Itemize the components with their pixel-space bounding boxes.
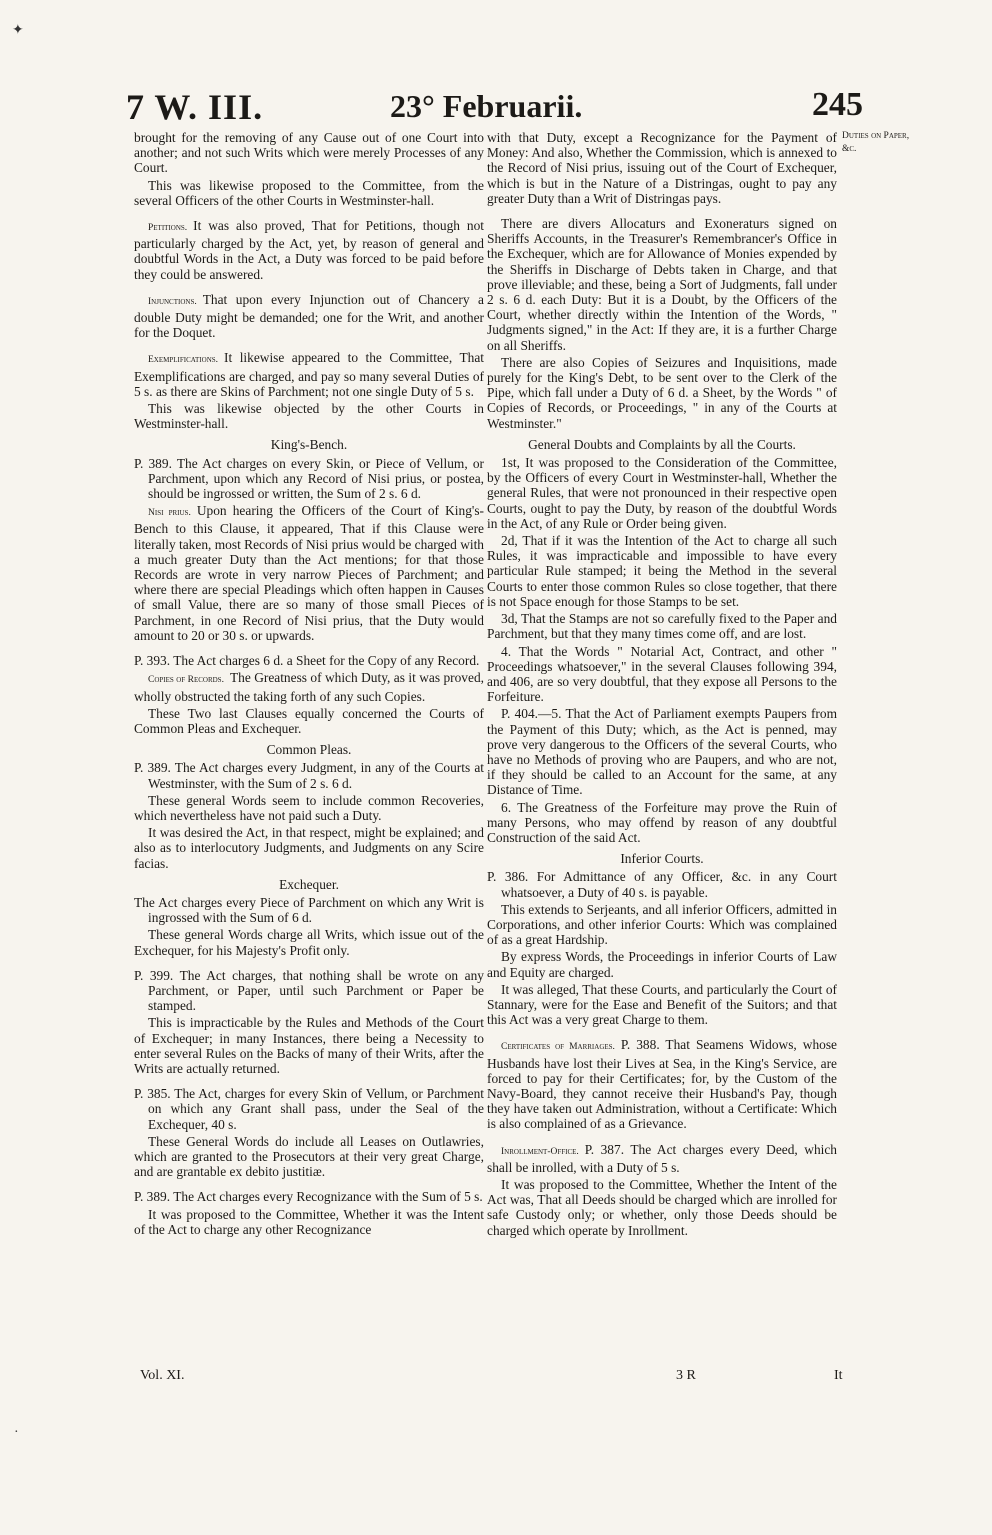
paragraph-text: This is impracticable by the Rules and Methods of the Court of Exchequer; in many Instances, there being a Necessity to enter several Rules on the Backs of many of their Writs, after the Writs are actually returned.	[134, 1015, 484, 1076]
paragraph	[134, 760, 484, 790]
paragraph	[487, 1037, 837, 1131]
paragraph-text: P. 399. The Act charges, that nothing shall be wrote on any Parchment, or Paper, until such Parchment or Paper be stamped.	[134, 967, 484, 1014]
paragraph-text: Common Pleas.	[266, 742, 352, 758]
paragraph	[487, 869, 837, 899]
paragraph	[134, 130, 484, 176]
paragraph-text: P. 389. The Act charges every Recognizance with the Sum of 5 s.	[134, 1189, 483, 1205]
paragraph	[134, 1207, 484, 1237]
marginal-label: Copies of Records.	[148, 675, 224, 686]
paragraph-text: P. 389. The Act charges every Judgment, in any of the Courts at Westminster, with the Sum of 2 s. 6 d.	[134, 760, 484, 791]
paragraph	[134, 292, 484, 341]
catchword: It	[834, 1368, 843, 1383]
paragraph-text: It was also proved, That for Petitions, though not particularly charged by the Act, yet, by reason of general and doubtful Words in the Act, a Duty was forced to be paid before they could be answered.	[134, 218, 484, 282]
paragraph-text: These general Words charge all Writs, which issue out of the Exchequer, for his Majesty's Profit only.	[134, 927, 484, 958]
paragraph	[134, 1086, 484, 1132]
paragraph	[487, 1177, 837, 1238]
paragraph	[134, 895, 484, 925]
paragraph-text: P. 387. The Act charges every Deed, which shall be inrolled, with a Duty of 5 s.	[487, 1141, 837, 1175]
left-column	[134, 130, 484, 1239]
paragraph-text: P. 388. That Seamens Widows, whose Husbands have lost their Lives at Sea, in the King's Service, are forced to pay for their Certificates; for, by the Custom of the Navy-Board, they cannot receive their Husband's Pay, though they have taken out Administration, without a Certificate: Which is also complained of as a Grievance.	[487, 1037, 837, 1132]
paragraph	[134, 793, 484, 823]
paragraph-text: It was alleged, That these Courts, and particularly the Court of Stannary, were for the Ease and Benefit of the Suitors; and that this Act was a very great Charge to them.	[487, 981, 837, 1028]
paragraph-text: There are also Copies of Seizures and Inquisitions, made purely for the King's Debt, to be sent over to the Clerk of the Pipe, which fall under a Duty of 6 d. a Sheet, by the Words " of Copies of Records, or Proceedings, " in any of the Courts at Westminster."	[487, 354, 837, 431]
paragraph-text: By express Words, the Proceedings in inferior Courts of Law and Equity are charged.	[487, 949, 837, 980]
paragraph-text: P. 393. The Act charges 6 d. a Sheet for the Copy of any Record.	[134, 653, 480, 669]
paragraph	[487, 1142, 837, 1175]
paragraph-text: These general Words seem to include common Recoveries, which nevertheless have not paid such a Duty.	[134, 792, 484, 823]
section-heading	[134, 877, 484, 892]
paragraph-text: P. 404.—5. That the Act of Parliament exempts Paupers from the Payment of this Duty; which, as the Act is penned, may prove very dangerous to the Officers of the several Courts, who have no Methods of proving who are Paupers, and who are not, if they should be called to an Account for the same, at any Distance of Time.	[487, 706, 837, 798]
paragraph	[487, 644, 837, 705]
paragraph-text: P. 385. The Act, charges for every Skin of Vellum, or Parchment on which any Grant shall pass, under the Seal of the Exchequer, 40 s.	[134, 1086, 484, 1132]
section-heading	[134, 437, 484, 452]
date-heading: 23° Februarii.	[390, 88, 583, 124]
paragraph	[134, 927, 484, 957]
paragraph-text: This extends to Serjeants, and all inferior Officers, admitted in Corporations, and other inferior Courts: Which was complained of as a great Hardship.	[487, 901, 837, 948]
paragraph	[487, 216, 837, 353]
paragraph-text: brought for the removing of any Cause out of one Court into another; and not such Writs which were merely Processes of any Court.	[134, 130, 484, 176]
paragraph-text: 1st, It was proposed to the Consideration of the Committee, by the Officers of every Court in Westminster-hall, Whether the general Rules, that were not pronounced in their respective open Courts, ought to pay the Duty, by reason of the doubtful Words in the Act, of any Rule or Order being given.	[487, 455, 837, 531]
page-header	[0, 86, 992, 132]
marginal-label: Nisi prius.	[148, 508, 191, 519]
paragraph-text: 3d, That the Stamps are not so carefully fixed to the Paper and Parchment, but that they many times come off, and are lost.	[487, 611, 837, 642]
paragraph	[134, 401, 484, 431]
paragraph	[487, 455, 837, 531]
page-number: 245	[812, 86, 863, 123]
paragraph	[487, 130, 837, 206]
paragraph	[134, 968, 484, 1014]
paragraph	[134, 1134, 484, 1180]
paragraph	[134, 670, 484, 703]
paragraph-text: It was proposed to the Committee, Whether it was the Intent of the Act to charge any other Recognizance	[134, 1206, 484, 1237]
paragraph	[487, 982, 837, 1028]
paragraph	[134, 825, 484, 871]
paragraph-text: Upon hearing the Officers of the Court of King's-Bench to this Clause, it appeared, That if this Clause were literally taken, most Records of Nisi prius would be charged with a much greater Duty than the Act mentions; for that those Records are wrote in very narrow Pieces of Parchment; and where there are special Pleadings which often happen in Causes of small Value, there are so many of those small Pieces of Parchment, in one Record of Nisi prius, that the Duty would amount to 20 or 30 s. or upwards.	[134, 503, 484, 643]
paragraph-text: It likewise appeared to the Committee, That Exemplifications are charged, and pay so many several Duties of 5 s. as there are Skins of Parchment; not one single Duty of 5 s.	[134, 350, 484, 399]
paragraph	[134, 218, 484, 282]
paragraph-text: Inferior Courts.	[620, 851, 704, 867]
paragraph	[134, 1189, 484, 1204]
paragraph-text: King's-Bench.	[270, 437, 348, 453]
marginal-label: Petitions.	[148, 223, 188, 234]
paragraph-text: These General Words do include all Leases on Outlawries, which are granted to the Prosecutors at their very great Charge, and are grantable ex debito justitiæ.	[134, 1133, 484, 1180]
paragraph	[487, 800, 837, 846]
paragraph	[134, 350, 484, 399]
section-heading	[487, 851, 837, 866]
regnal-year: 7 W. III.	[126, 87, 264, 127]
page-footer	[0, 1368, 992, 1388]
paragraph	[487, 533, 837, 609]
paragraph-text: Exchequer.	[279, 876, 339, 892]
paragraph	[487, 611, 837, 641]
paragraph	[134, 456, 484, 502]
margin-note: Duties on Paper, &c.	[842, 131, 910, 154]
print-speck: ·	[14, 1425, 19, 1440]
signature-mark: 3 R	[676, 1368, 696, 1383]
marginal-label: Injunctions.	[148, 296, 197, 307]
paragraph-text: That upon every Injunction out of Chancery a double Duty might be demanded; one for the Writ, and another for the Doquet.	[134, 291, 484, 341]
paragraph-text: with that Duty, except a Recognizance for the Payment of Money: And also, Whether the Commission, which is annexed to the Record of Nisi prius, issuing out of the Court of Exchequer, which is but in the Nature of a Distringas, ought to pay any greater Duty than a Writ of Distringas pays.	[487, 130, 837, 206]
paragraph	[487, 355, 837, 431]
print-speck: ✦	[12, 23, 24, 38]
paragraph-text: P. 386. For Admittance of any Officer, &c. in any Court whatsoever, a Duty of 40 s. is payable.	[487, 869, 837, 900]
paragraph-text: This was likewise objected by the other Courts in Westminster-hall.	[134, 401, 484, 432]
marginal-label: Exemplifications.	[148, 355, 219, 366]
marginal-label: Certificates of Marriages.	[501, 1042, 615, 1053]
marginal-label: Inrollment-Office.	[501, 1146, 579, 1157]
paragraph	[134, 1015, 484, 1076]
paragraph-text: 4. That the Words " Notarial Act, Contract, and other " Proceedings whatsoever," in the several Clauses following 394, and 406, are so very doubtful, that they expose all Persons to the Forfeiture.	[487, 643, 837, 705]
paragraph-text: These Two last Clauses equally concerned the Courts of Common Pleas and Exchequer.	[134, 705, 484, 736]
paragraph	[134, 706, 484, 736]
paragraph-text: General Doubts and Complaints by all the Courts.	[528, 436, 796, 452]
section-heading	[487, 437, 837, 452]
paragraph	[487, 949, 837, 979]
section-heading	[134, 742, 484, 757]
paragraph-text: The Act charges every Piece of Parchment on which any Writ is ingrossed with the Sum of 6 d.	[134, 894, 484, 926]
right-column	[487, 130, 837, 1240]
paragraph	[134, 178, 484, 208]
paragraph-text: The Greatness of which Duty, as it was proved, wholly obstructed the taking forth of any such Copies.	[134, 670, 484, 704]
paragraph-text: 2d, That if it was the Intention of the Act to charge all such Rules, it was impracticable and impossible to have every particular Rule stamped; it being the Method in the several Courts to enter those common Rules so close together, that there is not Space enough for those Stamps to be set.	[487, 533, 837, 609]
paragraph	[134, 653, 484, 668]
volume-label: Vol. XI.	[140, 1368, 185, 1383]
paragraph-text: There are divers Allocaturs and Exoneraturs signed on Sheriffs Accounts, in the Treasurer's Remembrancer's Office in the Exchequer, which are for Allowance of Monies expended by the Sheriffs in Discharge of Debts taken in Charge, and that prove illeviable; and these, being a Sort of Judgments, fall under 2 s. 6 d. each Duty: But it is a Doubt, by the Officers of the Court, whether directly within the Intention of the Words, " Judgments signed," in the Act: If they are, it is a further Charge on all Sheriffs.	[487, 216, 837, 353]
paragraph-text: It was desired the Act, in that respect, might be explained; and also as to interlocutory Judgments, and Judgments on any Scire facias.	[134, 825, 484, 871]
paragraph-text: P. 389. The Act charges on every Skin, or Piece of Vellum, or Parchment, upon which any Record of Nisi prius, or postea, should be ingrossed or written, the Sum of 2 s. 6 d.	[134, 455, 484, 502]
paragraph	[134, 503, 484, 643]
paragraph-text: It was proposed to the Committee, Whether the Intent of the Act was, That all Deeds should be charged which are inrolled for safe Custody only; or whether, only those Deeds should be charged which operate by Inrollment.	[487, 1177, 837, 1238]
paragraph	[487, 706, 837, 797]
paragraph-text: This was likewise proposed to the Committee, from the several Officers of the other Courts in Westminster-hall.	[134, 177, 484, 208]
paragraph-text: 6. The Greatness of the Forfeiture may prove the Ruin of many Persons, who may offend by reason of any doubtful Construction of the said Act.	[487, 799, 837, 845]
paragraph	[487, 902, 837, 948]
